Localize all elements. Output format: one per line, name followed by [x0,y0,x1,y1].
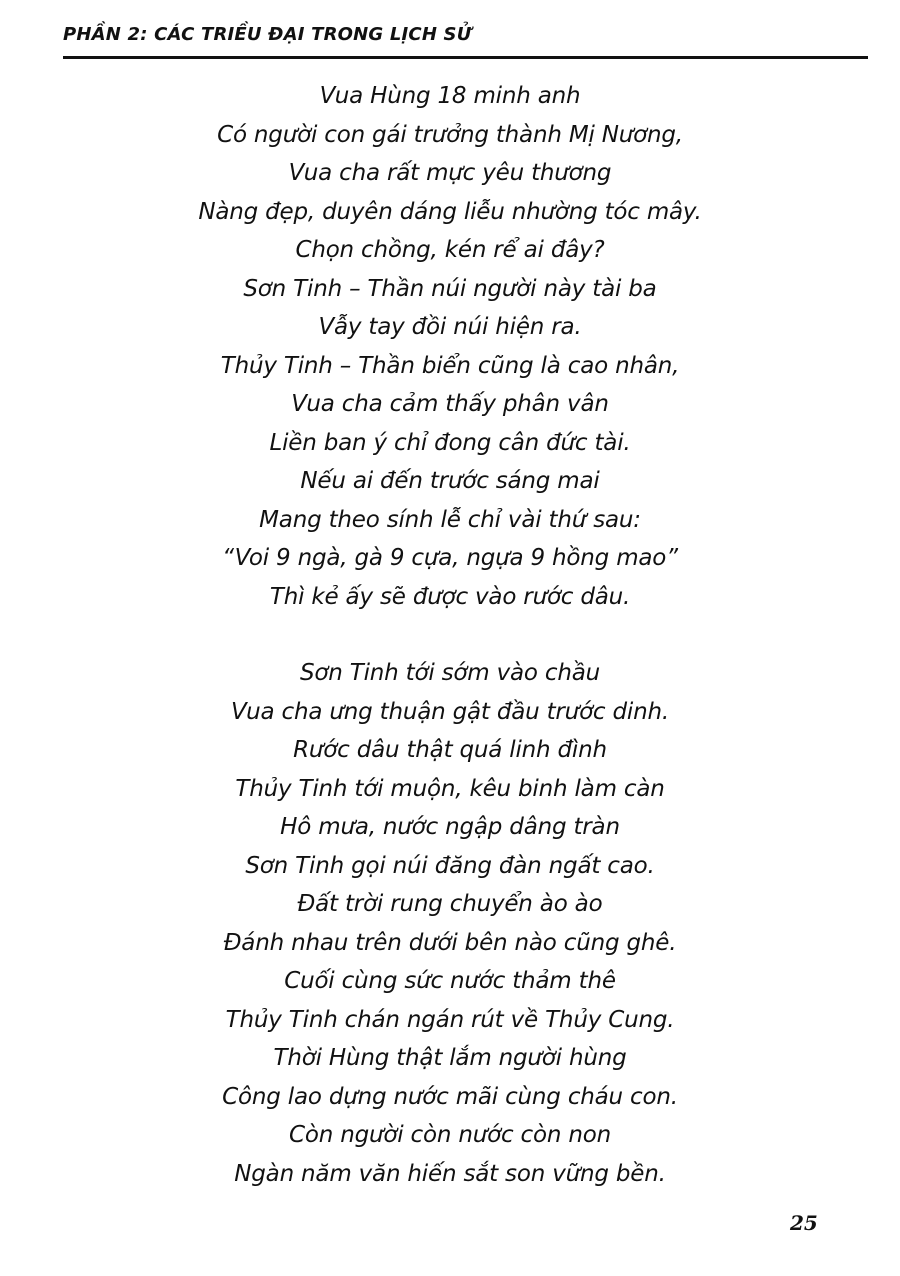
poem-line: Sơn Tinh tới sớm vào chầu [299,660,600,686]
poem-line: Nếu ai đến trước sáng mai [300,468,600,494]
poem-line: Nàng đẹp, duyên dáng liễu nhường tóc mây. [198,198,702,225]
poem-line: Chọn chồng, kén rể ai đây? [295,237,605,263]
poem-line: Vua cha rất mực yêu thương [288,160,612,186]
poem-line: Có người con gái trưởng thành Mị Nương, [217,121,683,148]
poem-line: Thủy Tinh – Thần biển cũng là cao nhân, [220,352,680,379]
poem-line: Vua Hùng 18 minh anh [319,83,581,109]
poem-line: Thì kẻ ấy sẽ được vào rước dâu. [269,583,631,610]
poem-line: Sơn Tinh gọi núi đăng đàn ngất cao. [245,852,655,879]
section-title: PHẦN 2: CÁC TRIỀU ĐẠI TRONG LỊCH SỬ [63,24,472,45]
poem-line: Thời Hùng thật lắm người hùng [273,1045,627,1071]
poem-line: Liền ban ý chỉ đong cân đức tài. [269,429,631,456]
poem-stanza-1 [0,77,900,616]
poem-line: Rước dâu thật quá linh đình [293,737,607,763]
page-number: 25 [790,1211,818,1235]
poem-stanza-2 [0,654,900,1193]
poem-line: Còn người còn nước còn non [289,1122,611,1148]
poem-line: Vua cha ưng thuận gật đầu trước dinh. [231,698,669,725]
running-header [63,22,868,59]
poem-line: Thủy Tinh chán ngán rút về Thủy Cung. [225,1006,675,1033]
poem-line: Công lao dựng nước mãi cùng cháu con. [222,1083,678,1110]
poem-line: Cuối cùng sức nước thảm thê [284,968,616,994]
poem-line: Hô mưa, nước ngập dâng tràn [280,814,620,840]
poem-line: Đánh nhau trên dưới bên nào cũng ghê. [223,929,677,956]
poem-line: “Voi 9 ngà, gà 9 cựa, ngựa 9 hồng mao” [222,545,678,571]
poem-line: Ngàn năm văn hiến sắt son vững bền. [234,1160,666,1187]
poem-line: Vẫy tay đồi núi hiện ra. [318,314,582,340]
poem-line: Vua cha cảm thấy phân vân [291,391,609,417]
poem-line: Sơn Tinh – Thần núi người này tài ba [243,275,657,302]
poem-line: Đất trời rung chuyển ào ào [297,891,603,917]
poem-line: Mang theo sính lễ chỉ vài thứ sau: [259,506,641,533]
poem-line: Thủy Tinh tới muộn, kêu binh làm càn [235,775,665,802]
